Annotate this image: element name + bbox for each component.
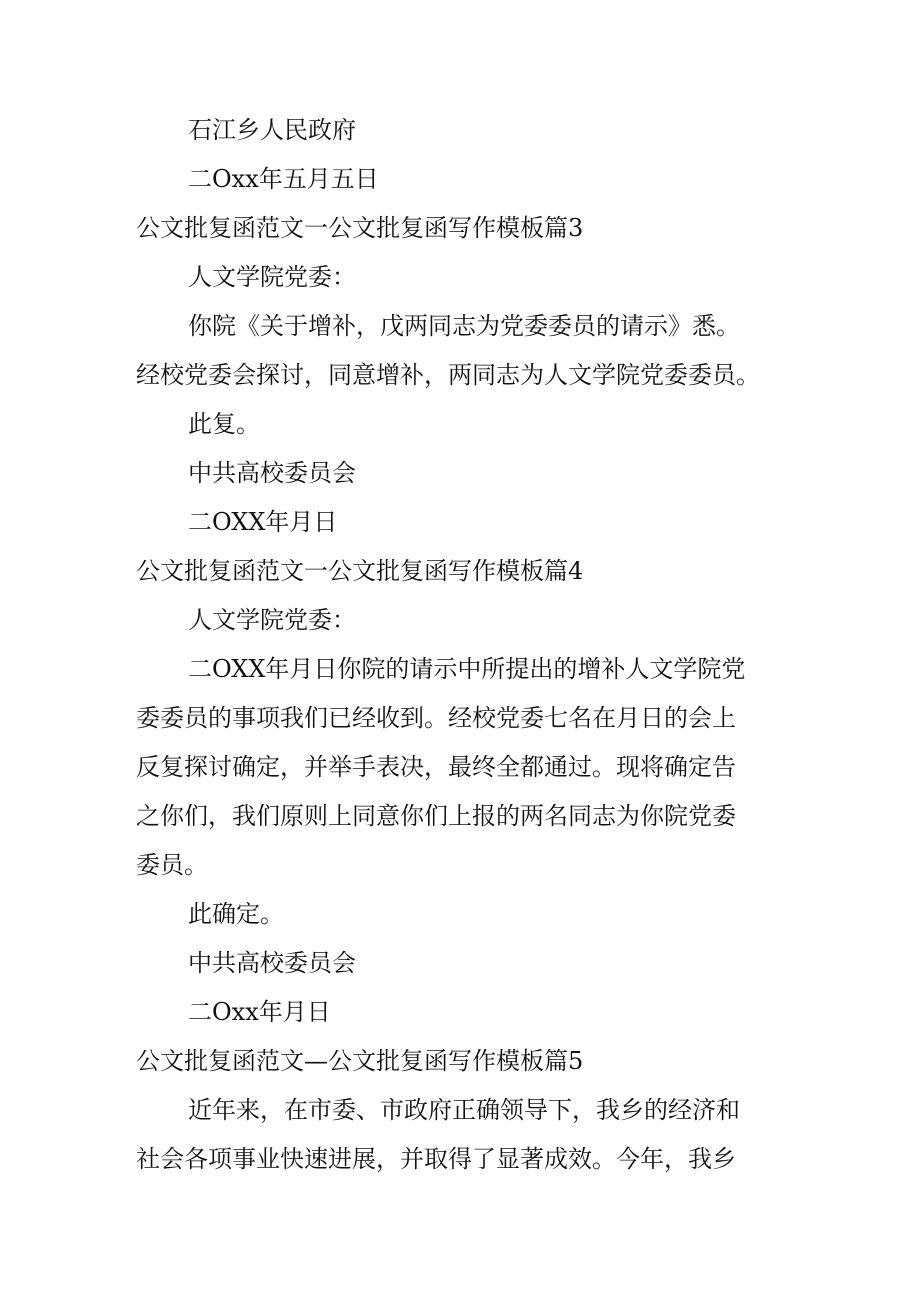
letter-date: 二OXX年月日	[188, 508, 338, 536]
salutation: 人文学院党委：	[188, 263, 356, 291]
letter-date: 二Oxx年五月五日	[188, 165, 379, 193]
body-paragraph-line: 委员。	[136, 851, 208, 879]
body-paragraph-line: 社会各项事业快速进展，并取得了显著成效。今年，我乡	[136, 1145, 736, 1173]
letter-date: 二Oxx年月日	[188, 998, 331, 1026]
body-paragraph-line: 之你们，我们原则上同意你们上报的两名同志为你院党委	[136, 802, 736, 830]
body-paragraph-line: 近年来，在市委、市政府正确领导下，我乡的经济和	[188, 1096, 740, 1124]
body-paragraph-line: 委委员的事项我们已经收到。经校党委七名在月日的会上	[136, 704, 736, 732]
section-heading-3: 公文批复函范文一公文批复函写作模板篇3	[136, 214, 584, 242]
closing: 此确定。	[188, 900, 284, 928]
letter-sender: 中共高校委员会	[188, 459, 356, 487]
section-heading-5: 公文批复函范文—公文批复函写作模板篇5	[136, 1047, 584, 1075]
letter-sender: 中共高校委员会	[188, 949, 356, 977]
body-paragraph-line: 你院《关于增补，戊两同志为党委委员的请示》悉。	[188, 312, 740, 340]
closing: 此复。	[188, 410, 260, 438]
body-paragraph-line: 二OXX年月日你院的请示中所提出的增补人文学院党	[188, 655, 746, 683]
body-paragraph-line: 反复探讨确定，并举手表决，最终全都通过。现将确定告	[136, 753, 736, 781]
letter-sender: 石江乡人民政府	[188, 116, 356, 144]
section-heading-4: 公文批复函范文一公文批复函写作模板篇4	[136, 557, 584, 585]
body-paragraph-line: 经校党委会探讨，同意增补，两同志为人文学院党委委员。	[136, 361, 760, 389]
salutation: 人文学院党委：	[188, 606, 356, 634]
